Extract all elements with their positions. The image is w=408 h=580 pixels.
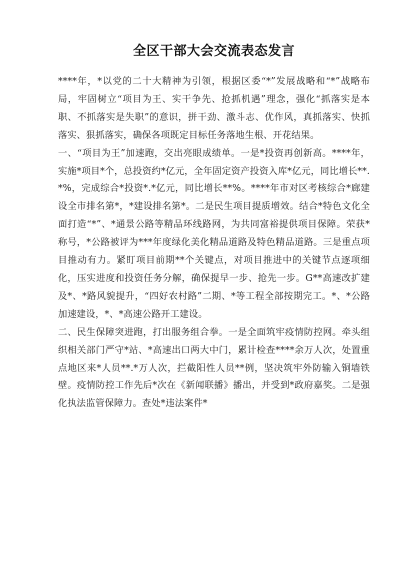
intro-paragraph: ****年，*以党的二十大精神为引领，根据区委“*”发展战略和“*”战略布局，牢固树立“项目为王、实干争先、抢抓机遇”理念，强化“抓落实是本职、不抓落实是失职”的意识，拼干劲、激斗志、优作风，真抓落实、快抓落实、狠抓落实，确保各项既定目标任务落地生根、开花结果。	[58, 76, 370, 141]
section-one-paragraph: 一、“项目为王”加速跑，交出亮眼成绩单。一是*投资再创新高。****年，实施*项目*个，总投资约*亿元，全年固定资产投资入库*亿元，同比增长**.*%，完成综合*投资*.*亿元，同比增长**%。****年市对区考核综合*廊建设全市排名第*，*建设排名第*。二是民生项目提质增效。结合*特色文化全面打造“*”、*通景公路等精品环线路网，为共同富裕提供项目保障。荣获*称号，*公路被评为***年度绿化美化精品道路及特色精品道路。三是重点项目推动有力。紧盯项目前期**个关键点，对项目推进中的关键节点逐项细化，压实进度和投资任务分解，确保提早一步、抢先一步。G**高速改扩建及*、*路风貌提升，“四好农村路”二期、*等工程全部按期完工。*、*公路加速建设，*、*高速公路开工建设。	[58, 147, 370, 320]
document-title: 全区干部大会交流表态发言	[132, 44, 295, 59]
section-two-paragraph: 二、民生保障突进跑，打出服务组合拳。一是全面筑牢疫情防控网。牵头组织相关部门严守*站、*高速出口两大中门，累计检查****余万人次，处置重点地区来*人员**.*万人次，拦截阳性人员**例，坚决筑牢外防输入铜墙铁壁。疫情防控工作先后*次在《新闻联播》播出，并受到*政府嘉奖。二是强化执法监管保障力。查处*违法案件*	[58, 326, 370, 410]
